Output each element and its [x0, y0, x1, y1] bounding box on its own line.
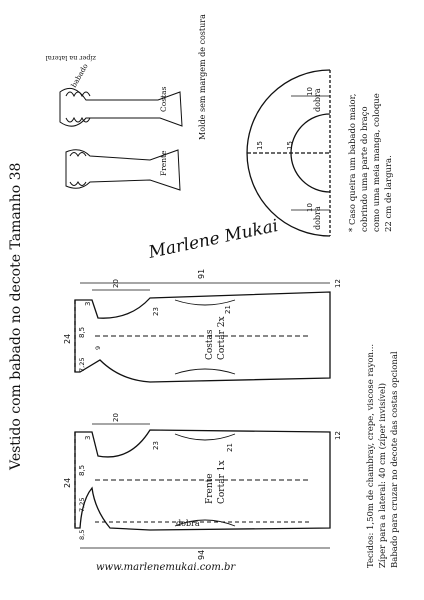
back-dim-length: 91	[197, 268, 206, 279]
front-label-cut: Cortar 1x	[217, 460, 227, 504]
ruffle-fold-label-bottom: dobra	[313, 206, 322, 230]
back-label-cut: Cortar 2x	[217, 316, 227, 360]
website-url: www.marlenemukai.com.br	[96, 562, 236, 573]
ruffle-measure-10-bottom: 10	[306, 203, 314, 212]
ruffle-note	[348, 93, 394, 232]
front-dim-hem: 12	[334, 431, 342, 440]
sketch-front-ruffle	[70, 153, 86, 186]
note-line-2: cobrindo uma parte do braço	[360, 106, 370, 232]
back-dim-mark: 9	[94, 345, 102, 350]
ruffle-fold-label-top: dobra	[313, 88, 322, 112]
pattern-title: Vestido com babado no decote Tamanho 38	[8, 162, 24, 470]
sketch-back-label: Costas	[159, 86, 168, 112]
sketch-zipper-label: zíper na lateral	[45, 54, 96, 62]
front-dim-top: 20	[112, 413, 120, 422]
back-dim-shoulder: 3	[84, 301, 92, 306]
ruffle-measure-15-right: 15	[286, 141, 294, 150]
front-pattern-piece	[75, 424, 330, 548]
back-dim-hip: 21	[224, 305, 232, 314]
note-line-1: * Caso queira um babado maior,	[348, 93, 358, 232]
back-label-name: Costas	[205, 329, 215, 360]
front-label-fold: dobra	[176, 519, 200, 528]
note-line-3: como uma meia manga, coloque	[372, 93, 382, 232]
ruffle-measure-10-top: 10	[306, 87, 314, 96]
sketch-front-label: Frente	[159, 150, 168, 176]
note-line-4: 22 cm de largura.	[384, 155, 394, 232]
front-dim-small: 7,25	[78, 497, 86, 512]
front-label-name: Frente	[205, 473, 215, 504]
signature: Marlene Mukai	[146, 215, 280, 263]
back-dim-width: 24	[63, 333, 72, 344]
front-dim-width: 24	[63, 477, 72, 488]
front-dim-hip: 21	[226, 443, 234, 452]
back-dim-waist: 23	[152, 307, 160, 316]
front-dim-waist: 23	[152, 441, 160, 450]
back-dim-top: 20	[112, 279, 120, 288]
front-dim-shoulder: 3	[84, 435, 92, 440]
ruffle-measure-15-left: 15	[256, 141, 264, 150]
back-dim-small: 7,25	[78, 357, 86, 372]
materials-line-2: Zíper para a lateral: 40 cm (zíper invisível)	[378, 382, 388, 568]
materials-list	[366, 344, 400, 568]
back-pattern-piece	[75, 283, 330, 382]
materials-line-3: Babado para cruzar no decote das costas opcional	[390, 351, 400, 568]
sketch-ruffle-label: babado	[69, 62, 90, 89]
front-dim-bottom: 8,5	[78, 529, 86, 540]
back-dim-hem: 12	[334, 279, 342, 288]
back-piece-outline	[75, 292, 330, 382]
materials-line-1: Tecidos: 1,50m de chambray, crepe, viscose rayon...	[366, 343, 376, 568]
back-dim-neck: 8,5	[78, 326, 86, 338]
sketch-no-seam-label: Molde sem margem de costura	[198, 14, 207, 140]
front-dim-length: 94	[197, 549, 206, 560]
front-dim-neck: 8,5	[78, 464, 86, 476]
